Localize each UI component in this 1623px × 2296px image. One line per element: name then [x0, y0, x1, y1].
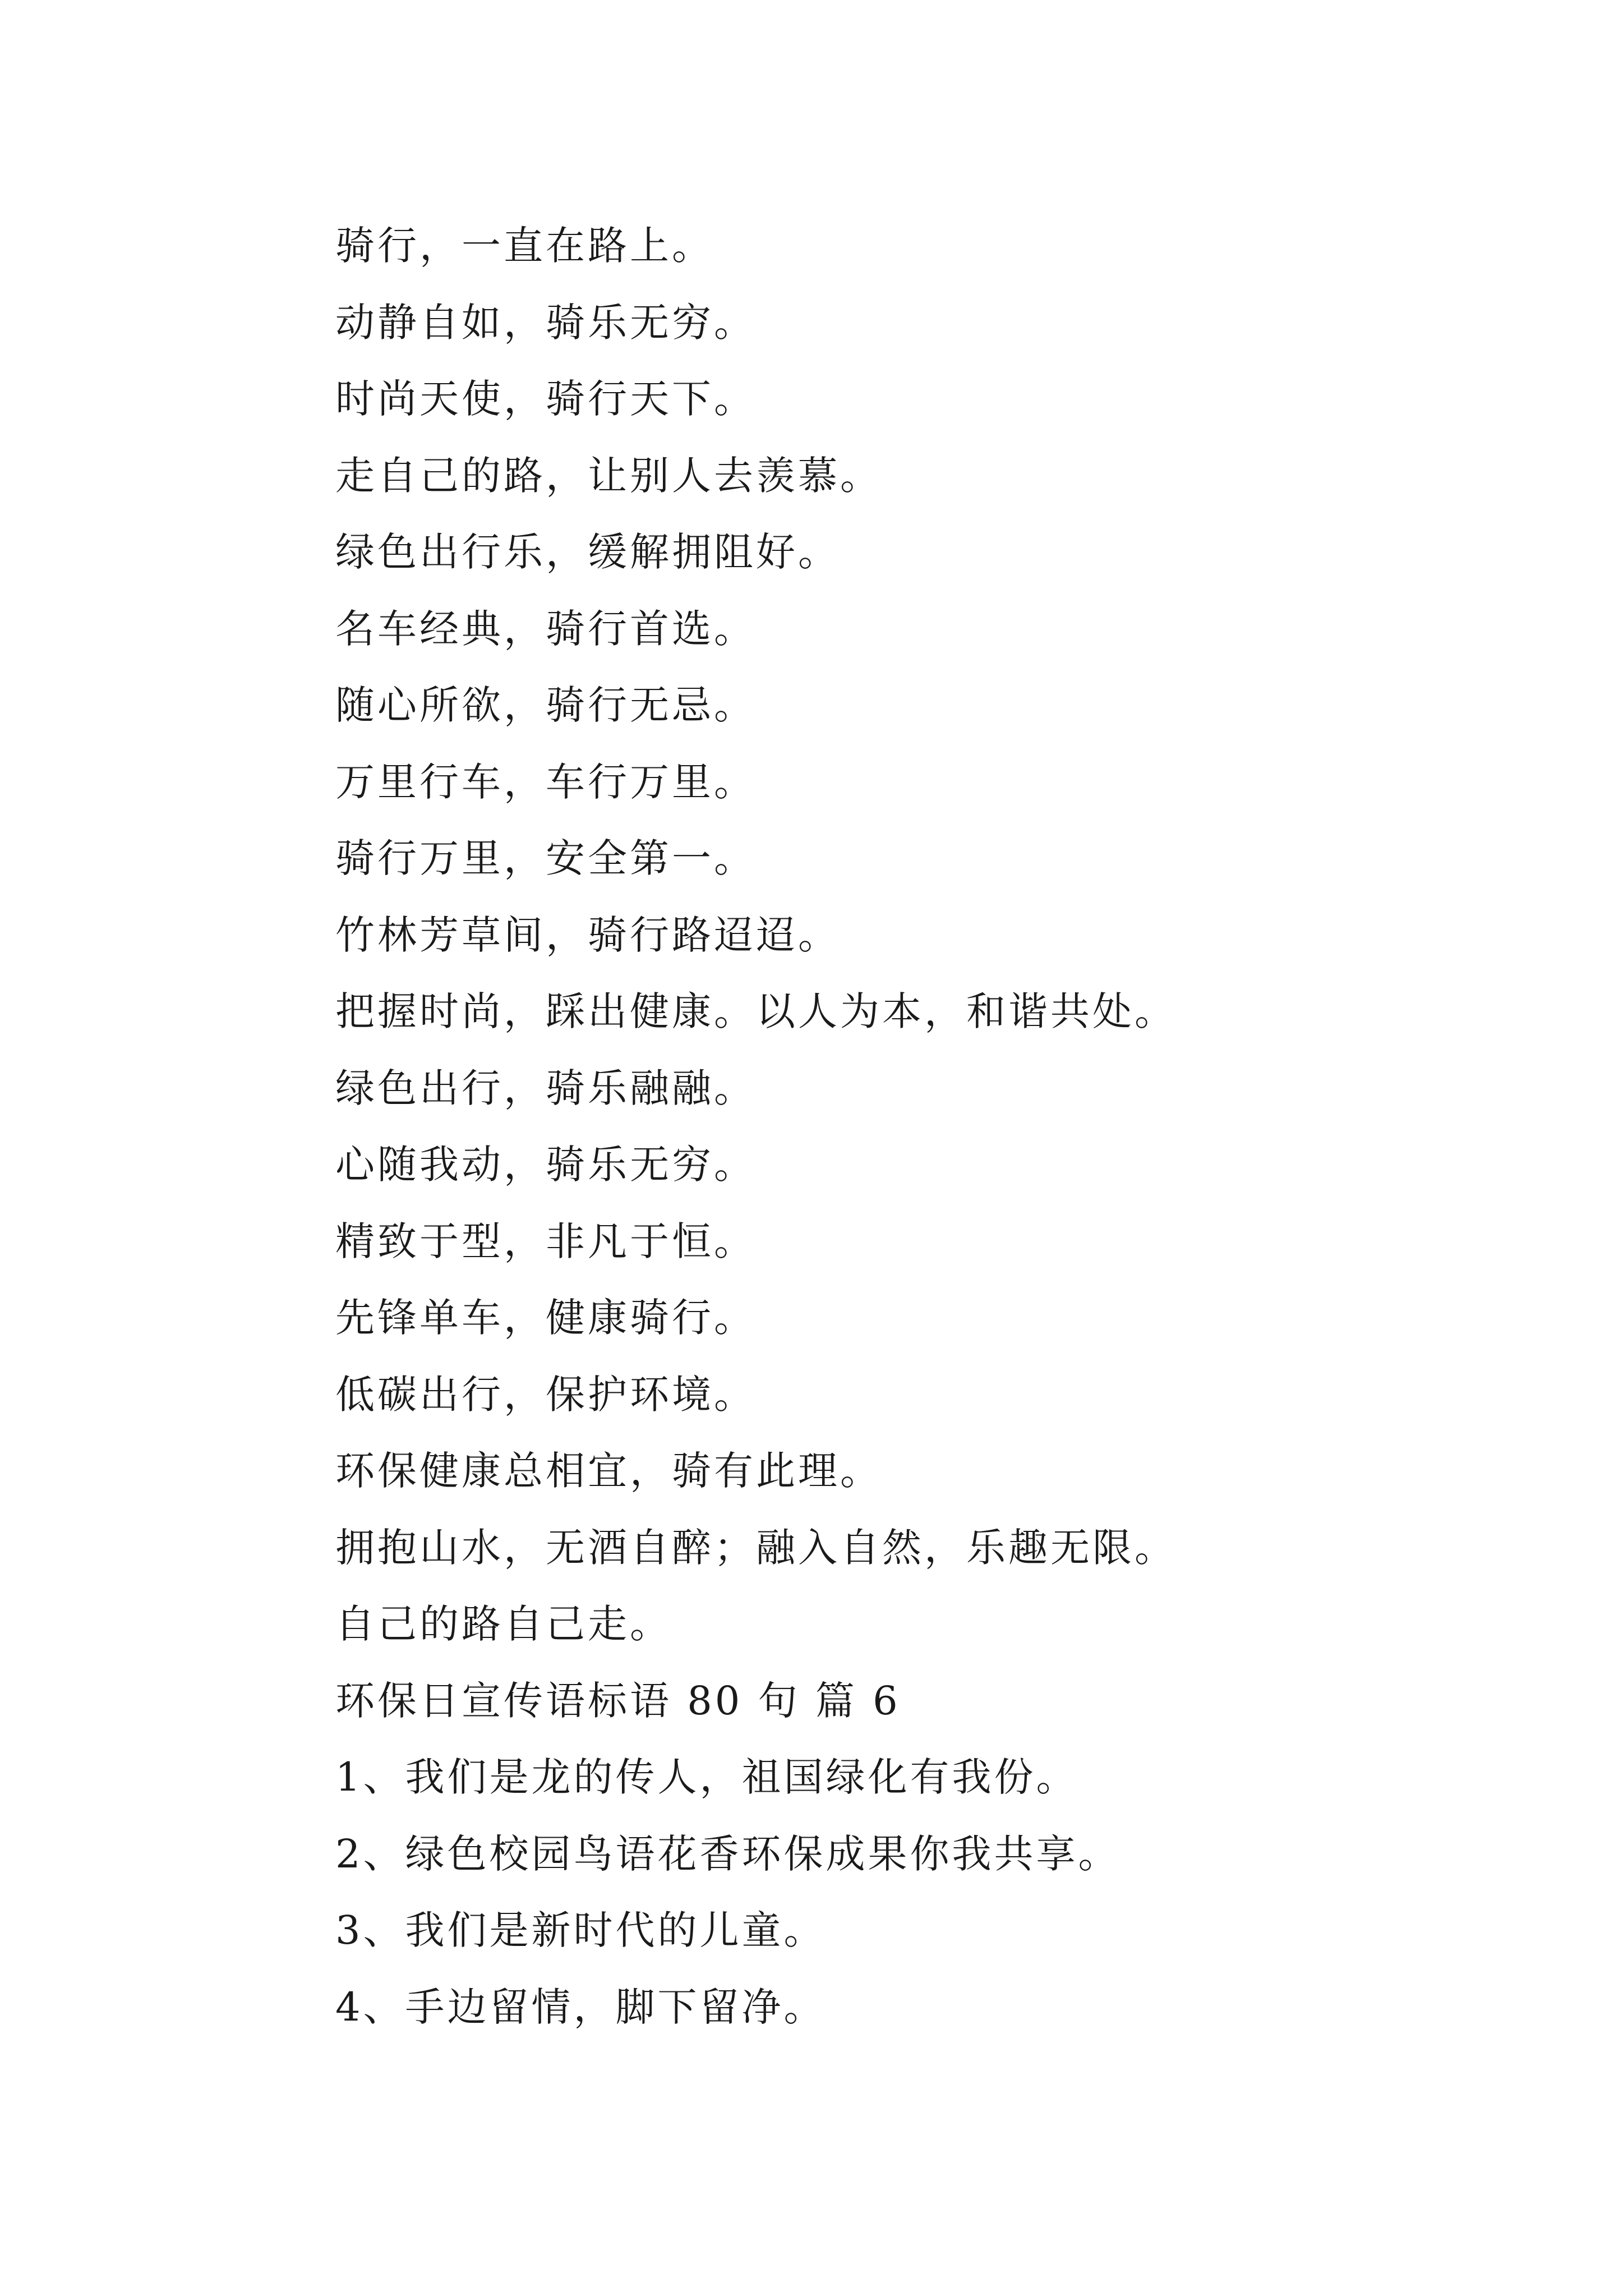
text-line: 绿色出行，骑乐融融。 — [335, 1065, 756, 1111]
text-line: 心随我动，骑乐无穷。 — [335, 1142, 756, 1188]
text-line: 先锋单车，健康骑行。 — [335, 1295, 756, 1341]
list-item: 4、手边留情，脚下留净。 — [335, 1984, 826, 2030]
list-item: 2、绿色校园鸟语花香环保成果你我共享。 — [335, 1830, 1121, 1877]
list-item: 1、我们是龙的传人，祖国绿化有我份。 — [335, 1754, 1078, 1800]
text-line: 名车经典，骑行首选。 — [335, 605, 756, 652]
text-line: 自己的路自己走。 — [335, 1601, 672, 1647]
text-line: 低碳出行，保护环境。 — [335, 1371, 756, 1418]
text-line: 精致于型，非凡于恒。 — [335, 1218, 756, 1264]
text-line: 环保健康总相宜，骑有此理。 — [335, 1448, 882, 1494]
document-body — [335, 208, 1513, 2045]
text-line: 拥抱山水，无酒自醉；融入自然，乐趣无限。 — [335, 1524, 1177, 1571]
text-line: 动静自如，骑乐无穷。 — [335, 299, 756, 346]
text-line: 随心所欲，骑行无忌。 — [335, 682, 756, 728]
section-heading: 环保日宣传语标语 80 句 篇 6 — [335, 1677, 901, 1724]
text-line: 骑行万里，安全第一。 — [335, 835, 756, 881]
text-line: 走自己的路，让别人去羡慕。 — [335, 452, 882, 499]
text-line: 把握时尚，踩出健康。以人为本，和谐共处。 — [335, 988, 1177, 1034]
list-item: 3、我们是新时代的儿童。 — [335, 1907, 826, 1953]
text-line: 骑行，一直在路上。 — [335, 223, 714, 269]
text-line: 竹林芳草间，骑行路迢迢。 — [335, 912, 840, 958]
text-line: 绿色出行乐，缓解拥阻好。 — [335, 529, 840, 575]
text-line: 时尚天使，骑行天下。 — [335, 376, 756, 422]
text-line: 万里行车，车行万里。 — [335, 758, 756, 805]
